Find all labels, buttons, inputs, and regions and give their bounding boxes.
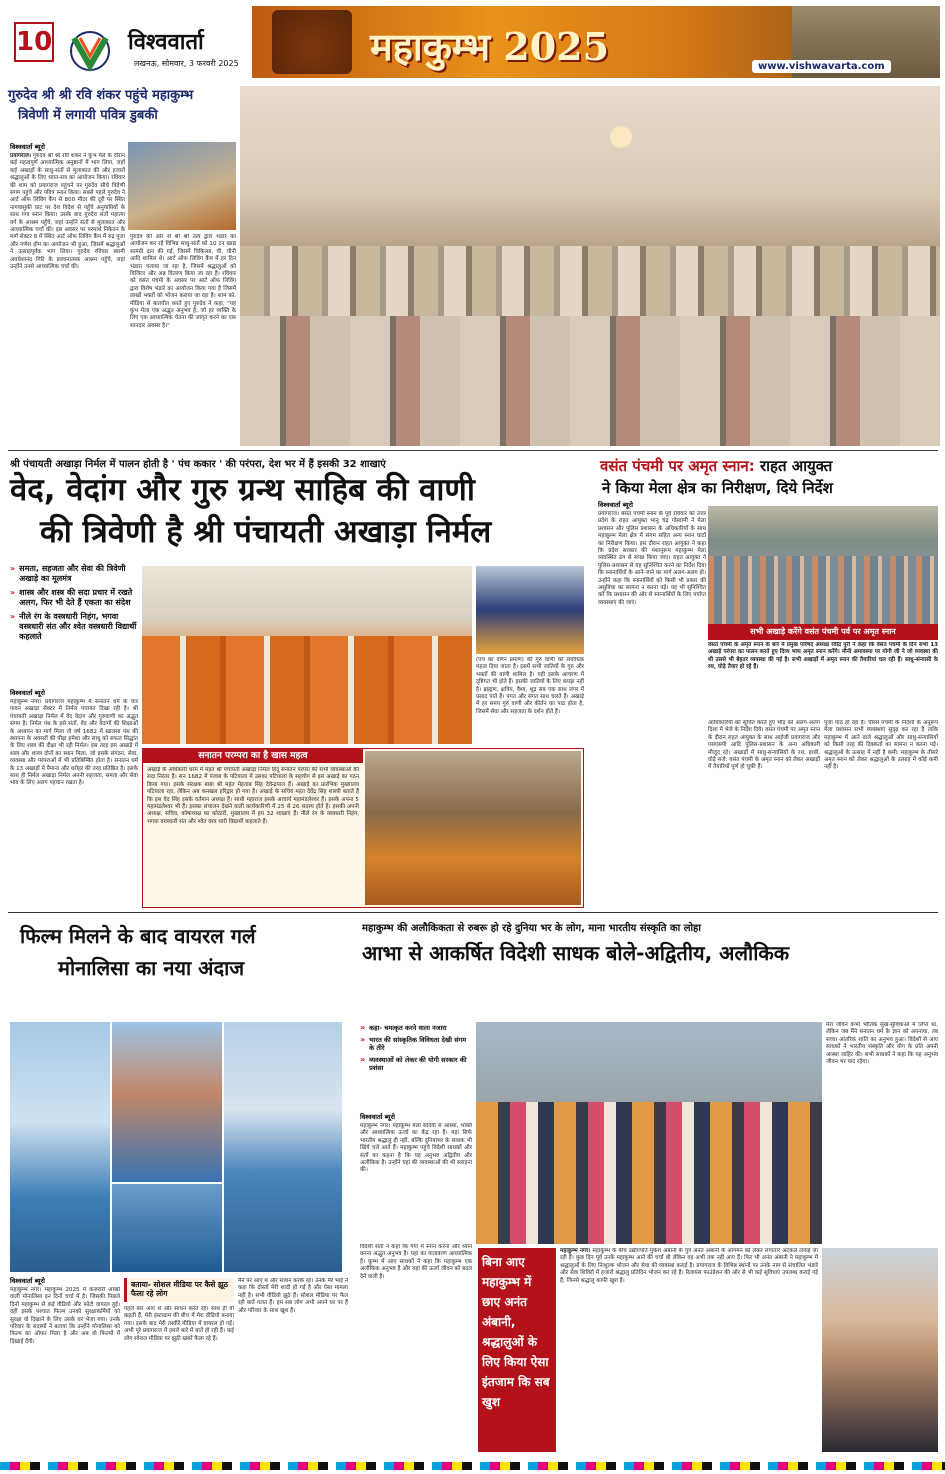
story2-col1 <box>10 688 138 908</box>
story1-text1-body: गुरुदेव श्री श्री रवि शंकर ने कुंभ मेले के दौरान कई महत्वपूर्ण आध्यात्मिक अनुष्ठानों में भाग लिया, जहाँ कई अखाड़ों के साधु-संतों से मुलाकात की और हजारों श्रद्धालुओं के लिए ध्यान-सत्र का आयोजन किया। रविवार की शाम को प्रयागराज पहुंचने पर गुरुदेव सीधे त्रिवेणी संगम पहुंचे और पवित्र स्नान किया। सबसे पहले गुरुदेव ने आर्ट ऑफ लिविंग कैंप से 800 मीटर की दूरी पर स्थित नागवासुकी घाट पर देश विदेश से पहुँचे अनुयायियों के साथ गंगा स्नान किया। उसके बाद गुरुदेव संतों महात्मा वर्ग के आश्रम पहुँचे, जहां उन्होंने संतों से मुलाकात और आध्यात्मिक चर्चा की। इस अवसर पर परमार्थ निकेतन के मार्ग सेक्टर 8 में स्थित आर्ट ऑफ लिविंग कैंप में रुद्र पूजा और गणेश होम का आयोजन भी हुआ, जिसमें श्रद्धालुओं ने उत्साहपूर्वक भाग लिया। गुरुदेव रविवार स्वामी अवधेशानंद गिरि के प्रवचनात्मक आश्रम पहुँचे, जहां उन्होंने उनसे आध्यात्मिक चर्चा की। <box>10 153 125 271</box>
logo-icon <box>60 30 120 72</box>
story3-headline-red: वसंत पंचमी पर अमृत स्नान: <box>600 457 755 475</box>
story1-headline-line2: त्रिवेणी में लगायी पवित्र डुबकी <box>18 108 158 123</box>
story5-kicker: महाकुम्भ की अलौकिकता से रुबरू हो रहे दुनिया भर के लोग, माना भारतीय संस्कृति का लोहा <box>362 923 701 934</box>
website: www.vishwavarta.com <box>752 60 891 73</box>
story-vasant-panchami <box>592 452 942 910</box>
story5-col1 <box>360 1112 472 1244</box>
story2-headline-line1: वेद, वेदांग और गुरु ग्रन्थ साहिब की वाणी <box>10 472 475 508</box>
bathers <box>708 556 938 624</box>
story6-text <box>560 1248 818 1452</box>
sadhu-figures <box>142 636 472 744</box>
divider <box>8 912 938 913</box>
story3-photo-caption: सभी अखाड़े करेंगे वसंत पंचमी पर्व पर अमृत स्नान <box>708 624 938 640</box>
story3-headline-black: राहत आयुक्त <box>759 457 833 475</box>
story6-text-body: महाकुम्भ के बीच उद्योगपति मुकेश अंबानी के पुत्र अनंत अंबानी के आगमन को लेकर लगातार अटकलें लगाई जा रही हैं। कुछ दिन पूर्व उनके महाकुम्भ आने की चर्चा थी लेकिन वह अभी तक नहीं आए हैं। फिर भी अनंत अंबानी ने महाकुम्भ में श्रद्धालुओं के लिए निःशुल्क भोजन और सेवा की व्यवस्था कराई है। प्रयागराज के विभिन्न स्थानों पर उनके नाम से संचालित भंडारे और सेवा शिविरों में हजारों श्रद्धालु प्रतिदिन भोजन कर रहे हैं। रिलायंस फाउंडेशन की ओर से भी कई सुविधाएं उपलब्ध कराई गई हैं, जिनसे श्रद्धालु काफी खुश हैं। <box>560 1248 818 1284</box>
nihang-photo <box>476 566 584 654</box>
akhada-meeting-photo <box>365 751 581 905</box>
story5-bullets <box>360 1024 472 1076</box>
story3-col3 <box>708 720 820 910</box>
print-color-bar <box>0 1462 945 1470</box>
story-monalisa <box>0 914 352 1454</box>
story2-box-title: सनातन परम्परा का है खास महत्व <box>143 749 363 763</box>
story4-col1 <box>10 1276 120 1452</box>
foreign-sadhaks-photo <box>476 1022 822 1244</box>
story2-byline: विश्ववार्ता ब्यूरो <box>10 689 45 697</box>
story6-byline: महाकुम्भ नगर। <box>560 1248 591 1254</box>
story3-headline-line1 <box>600 456 940 476</box>
monalisa-sea-photo <box>112 1184 222 1272</box>
story1-col2 <box>128 232 238 442</box>
ravi-shankar-photo <box>128 142 236 230</box>
bullet-item: » समता, सहजता और सेवा की त्रिवेणी अखाड़े का मूलमंत्र <box>10 564 126 583</box>
banner-title: महाकुम्भ 2025 <box>370 24 610 69</box>
story4-text1: महाकुम्भ नगर। महाकुम्भ 2025 में कजरारी आंखों वाली मोनालिसा इन दिनों चर्चा में है। जिसकी पिछले दिनों महाकुम्भ से कई वीडियो और फोटो वायरल हुई। वहीं इसके पश्चात फिल्म उनको सुरक्षाकर्मियों को सुरक्षा वो दिखाने के लिए उसके घर भेजा गया। उनके परिवार के सदस्यों ने बताया कि उन्होंने मोनालिसा को फिल्म का ऑफर मिला है और अब वो फिल्मों में दिखाई देंगी। <box>10 1287 120 1345</box>
sadhus-group-photo <box>142 566 472 744</box>
bathing-crowd-photo <box>708 506 938 624</box>
story-akhada-nirmal <box>0 452 590 910</box>
story1-headline-line1: गुरुदेव श्री श्री रवि शंकर पहुंचे महाकुम्भ <box>8 88 194 103</box>
story4-sidebar: बताया- सोशल मीडिया पर कैसे झूठ फैला रहे लोग <box>124 1278 234 1302</box>
sadhak-figures <box>476 1102 822 1244</box>
story3-text4: पूजा पाठ हो रहा है। चौरस पंचमी के निर्देशों के अनुरूप मेला प्रशासन सभी व्यवस्थाएं सुदृढ़ कर रहा है ताकि महाकुम्भ में आने वाले श्रद्धालुओं और साधु-संन्यासियों को किसी तरह की दिक्कतों का सामना न करना पड़े। श्रद्धालुओं के उत्साह में नहीं है कमी: महाकुम्भ के तीसरे अमृत स्नान को लेकर श्रद्धालुओं के उत्साह में कोई कमी नहीं है। <box>824 720 938 771</box>
story4-col3 <box>238 1278 348 1452</box>
bullet-item: » कहा- चमत्कृत करने वाला नजारा <box>360 1023 447 1032</box>
story5-col3 <box>826 1022 938 1244</box>
sun <box>610 126 632 148</box>
story-anant-ambani <box>356 1244 942 1456</box>
story5-text2: विदेशी संतों ने कहा कि गंगा में स्नान करना और ध्यान करना अद्भुत अनुभव है। यहां का वातावरण आध्यात्मिक है। कुम्भ में आए साधकों ने कहा कि महाकुम्भ एक अलौकिक अनुभव है और यहां की ऊर्जा जीवन को बदल देने वाली है। <box>360 1244 472 1280</box>
story5-col2 <box>360 1244 472 1454</box>
story1-col1 <box>10 142 125 442</box>
masthead <box>0 0 945 82</box>
banner-figures <box>272 10 352 74</box>
story2-box <box>142 748 584 908</box>
story4-headline-line2: मोनालिसा का नया अंदाज <box>58 956 245 980</box>
story2-kicker: श्री पंचायती अखाड़ा निर्मल में पालन होती है ' पंच ककार ' की परंपरा, देश भर में हैं इसकी 32 शाखाएं <box>10 459 386 470</box>
story2-headline-line2: की त्रिवेणी है श्री पंचायती अखाड़ा निर्मल <box>40 514 492 550</box>
story3-headline-line2: ने किया मेला क्षेत्र का निरीक्षण, दिये निर्देश <box>602 479 833 497</box>
bullet-item: » भारत की सांस्कृतिक विविधता देखी संगम के तीरे <box>360 1035 467 1052</box>
kumbh-camp-photo <box>240 86 940 446</box>
bullet-item: » व्यवस्थाओं को लेकर की योगी सरकार की प्रशंसा <box>360 1055 467 1072</box>
bullet-item: » शास्त्र और शस्त्र की सदा प्रचार में रखते अलग, फिर भी देते हैं एकता का संदेश <box>10 588 133 607</box>
story3-text2: वसंत पंचमी के अमृत स्नान के बारे में प्रमुख परिषद अध्यक्ष रवींद्र पुरी ने कहा कि वसंत पंचमी के दिन सभी 13 अखाड़े परंपरा का पालन करते हुए दिव्य भव्य अमृत स्नान करेंगे। मौनी अमावस्या पर योगी जी ने जो व्यवस्था की थी उससे भी बेहतर व्यवस्था की गई है। सभी अखाड़ों में अमृत स्नान की तैयारियां चल रही हैं। साधु-संन्यासी के रथ, घोड़े तैयार हो रहे हैं। <box>708 642 938 671</box>
story1-byline: विश्ववार्ता ब्यूरो <box>10 143 45 151</box>
story1-text2: गुरुदेव की ओर से श्री श्री तत्व द्वारा भंडारे का आयोजन कर रहे विभिन्न साधु-संतों को 10 टन खाद्य सामग्री दान की गई, जिसमें चिकित्सा, घी, चीनी आदि शामिल थे। आर्ट ऑफ लिविंग कैंप में हर दिन भंडारा चलाया जा रहा है, जिसमें श्रद्धालुओं को विजिटर और अन्न वितरण किया जा रहा है। रविवार को वसंत पंचमी के अवसर पर आर्ट ऑफ लिविंग द्वारा विशेष भंडारे का आयोजन किया गया है जिसमें लाखों भक्तों को भोजन कराया जा रहा है। शाम को, मीडिया से बातचीत करते हुए गुरुदेव ने कहा, "यह कुंभ मेला एक अद्भुत अनुभव है, जो हर व्यक्ति के लिए एक आध्यात्मिक चेतना की जागृत करने का एक शानदार अवसर है।" <box>130 234 236 329</box>
story-ravi-shankar <box>0 82 945 450</box>
story3-col4 <box>824 720 938 910</box>
story5-headline: आभा से आकर्षित विदेशी साधक बोले-अद्वितीय, अलौकिक <box>362 941 790 965</box>
monalisa-dance-photo <box>224 1022 342 1272</box>
story3-text3: आधिकारियों को सूचित करते हुए भीड़ को अलग-अलग दिशा में भेजे के निर्देश दिये। वसंत पंचमी पर अमृत स्नान के दौरान राहत आयुक्त के साथ आईजी प्रयागराज और एसएसपी आदि पुलिस-प्रशासन के अन्य अधिकारी मौजूद रहे। अखाड़ों में साधु-संन्यासियों के रथ, हाथी, घोड़े सजे: वसंत पंचमी के अमृत स्नान को लेकर अखाड़ों में तैयारियाँ पूर्ण हो चुकी हैं। <box>708 720 820 771</box>
story5-byline: विश्ववार्ता ब्यूरो <box>360 1113 395 1121</box>
divider <box>8 450 938 451</box>
dateline: लखनऊ, सोमवार, 3 फरवरी 2025 <box>134 59 239 68</box>
story5-text3: मेरा जीवन कभी भौतिक सुख-सुविधाओं में लिप्त था, लेकिन जब मैंने सनातन धर्म के ज्ञान को अपनाया, तब सच्चा आंतरिक शांति का अनुभव हुआ। विदेशों से आए साधकों ने भारतीय संस्कृति और योग के प्रति अपनी आस्था जाहिर की। सभी साधकों ने कहा कि यह अनुभव जीवन भर याद रहेगा। <box>826 1022 938 1066</box>
banner <box>252 6 940 78</box>
story5-text1: महाकुम्भ नगर। महाकुम्भ मेला सदियों से आस्था, भक्ति और आध्यात्मिक ऊर्जा का केंद्र रहा है। यहां सिर्फ भारतीय श्रद्धालु ही नहीं, बल्कि दुनियाभर के साधक भी खिंचे चले आते हैं। महाकुम्भ पहुंचे विदेशी साधकों और संतों का कहना है कि यह अनुभव अद्वितीय और अलौकिक है। उन्होंने यहां की व्यवस्थाओं की भी सराहना की। <box>360 1123 472 1174</box>
story1-headline <box>0 86 240 134</box>
story3-col2-box <box>708 642 938 718</box>
story2-box-text: अखाड़े के अधिकारी धरम में महंत श्री पंचायती अखाड़ा निर्मल हिंदू सनातन परंपरा की सभी व्यवस्थाओं की सदा निरंतर है। सन 1682 में पंजाब के पटियाला में उसका पटियाला के सहयोग से इस अखाड़े का गठन किया गया। इसके संरक्षक बाबा श्री महंत मेहताब सिंह देवेन्द्रपाल हैं। अखाड़े का प्रारंभिक मुख्यालय पटियाला रहा, लेकिन अब कनखल हरिद्वार हो गया है। अखाड़े के सचिव महंत देवेंद्र सिंह शास्त्री बताते हैं कि इस वेद सिंह इसके वर्तमान अध्यक्ष हैं। साथी महाराज इसके आचार्य महामंडलेश्वर हैं। इसके अपना 5 महामंडलेश्वर भी हैं। इसका संचालन देखने वाली कार्यकारिणी में 25 से 26 सदस्य होते हैं। इसकी अपनी अध्यक्ष, सचिव, कोषाध्यक्ष का कोठारी, मुख्यालय में हम 32 शाखाएं हैं। नीले रंग के वस्त्रधारी निहंग, भगवा वस्त्रधारी संत और श्वेत वस्त्र धारी विद्यार्थी कहलाते हैं। <box>147 767 359 825</box>
story1-dateline: प्रयागराज। <box>10 153 32 159</box>
story2-text2: (पंच का वर्णन प्रमाण) की गुरु वाणी को सर्वाधिक महत्व दिया जाता है। इसमें सभी जातियों के गुरु और भक्तों की वाणी शामिल है। यही इसके आचरण में दृष्टिगत भी होते हैं। इसकी जातियों के लिए कपड़ा नहीं है। ब्राह्मण, क्षत्रिय, वैश्य, शूद्र सब एक साथ लंगर में प्रसाद पाते हैं। पंगत और संगत साथ चलते हैं। अखाड़े में हर समय गुरु वाणी और कीर्तन का पाठ होता है, जिसमें सेवा और सहजता के दर्शन होते हैं। <box>476 657 584 715</box>
story3-text1: प्रयागराज। बसंत पंचमी स्नान के पूर्व रविवार को उत्तर प्रदेश के राहत आयुक्त भानु चंद्र गोस्वामी ने मेला प्रशासन और पुलिस प्रशासन के अधिकारियों के साथ महाकुम्भ मेला क्षेत्र में संगम सहित अन्य स्नान घाटों का निरीक्षण किया। इस दौरान राहत आयुक्त ने कहा कि प्रदेश सरकार की मंशानुरूप महाकुम्भ मेला व्यवस्थित ढंग से संपन्न किया जाए। राहत आयुक्त ने पुलिस-प्रशासन से यह सुनिश्चित करने का निर्देश दिया कि स्नानार्थियों के आने-जाने का मार्ग अलग-अलग हो। उन्होंने कहा कि स्नानार्थियों को किसी भी प्रकार की असुविधा का सामना न करना पड़े। यह भी सुनिश्चित करें कि प्रशासन की ओर से स्नानार्थियों के लिए पर्याप्त व्यवस्थाएं की जाएं। <box>598 511 706 606</box>
story3-col1 <box>598 500 706 910</box>
story4-text3: मैंने पर आए थे और साधन करके रहे। उनके मेरे भाई ने कहा कि दोस्तों मेरी शादी हो गई है और ऐसा मामला नहीं है। सभी वीडियो झूठे हैं। सोशल मीडिया पर फैल रही बातें गलत हैं। हम सब लोग अभी अपने घर पर हैं और परिवार के साथ खुश हैं। <box>238 1278 348 1314</box>
story6-text-box <box>560 1248 818 1452</box>
story2-bullets <box>10 564 138 646</box>
story-foreign-sadhaks <box>356 914 942 1244</box>
anant-ambani-photo <box>822 1248 938 1452</box>
tent-rows-2 <box>240 316 940 446</box>
story4-text2: पहले बार आए थे और साधन करते रहे। साथ ही वो कहती हैं, मेरी इंस्टाग्राम की बीच में मेरा वीडियो बनाया गया। इसके बाद मेरी तस्वीरें मीडिया में वायरल हो गईं। अभी पूरे प्रयागराज में हमारे बारे में बातें हो रही हैं। कई लोग सोशल मीडिया पर झूठी खबरें फैला रहे हैं। <box>124 1306 234 1342</box>
monalisa-portrait-photo <box>112 1022 222 1182</box>
story6-headline-box: बिना आए महाकुम्भ में छाए अनंत अंबानी, श्रद्धालुओं के लिए किया ऐसा इंतजाम कि सब खुश <box>478 1248 556 1452</box>
story4-byline: विश्ववार्ता ब्यूरो <box>10 1277 45 1285</box>
story3-byline: विश्ववार्ता ब्यूरो <box>598 501 633 509</box>
bullet-item: » नीले रंग के वस्त्रधारी निहंग, भगवा वस्त्रधारी संत और श्वेत वस्त्रधारी विद्यार्थी कहलाते <box>10 612 137 641</box>
story2-text1: महाकुम्भ नगर। प्रयागराज महाकुम्भ में सनातन धर्म के चार पावन अखाड़ा सेक्टर में निर्मल पंचायत दिखा रही है। श्री पंचायती अखाड़ा निर्मल में वेद वेदांग और गुरुवाणी का अद्भुत संगम है। निर्मल पंथ के इसे संतों, वेद और वेदांगों की शिक्षाओं के अध्ययन का मार्ग मिला तो वर्ष 1682 में खालसा पंथ की स्थापना के अवसरों की पीढ़ा हमेशा और साधु को सफल सिद्धांत के लिए शस्त्र की दीक्षा भी रही निर्मल। इस तरह इस अखाड़े में शस्त्र और शास्त्र दोनों का स्थान मिला, जो इसके संगठन, सेवा, व्यवस्था और परंपराओं में भी प्रतिबिम्बित होता है। सनातन धर्म के 13 अखाड़ों में पैमाना और धरोहर की तरह प्रतिष्ठित है। इसके साथ ही निर्मल अखाड़ा निर्मल अपनी सहजता, समता और सेवा भाव के लिए अलग पहचान रखता है। <box>10 699 138 787</box>
page-number: 10 <box>14 22 54 62</box>
monalisa-beach-photo <box>10 1022 110 1272</box>
story1-text1 <box>10 153 125 438</box>
paper-name: विश्ववार्ता <box>128 29 204 55</box>
story4-col2 <box>124 1306 234 1452</box>
story2-col2 <box>476 657 584 747</box>
story4-headline-line1: फिल्म मिलने के बाद वायरल गर्ल <box>20 924 256 948</box>
